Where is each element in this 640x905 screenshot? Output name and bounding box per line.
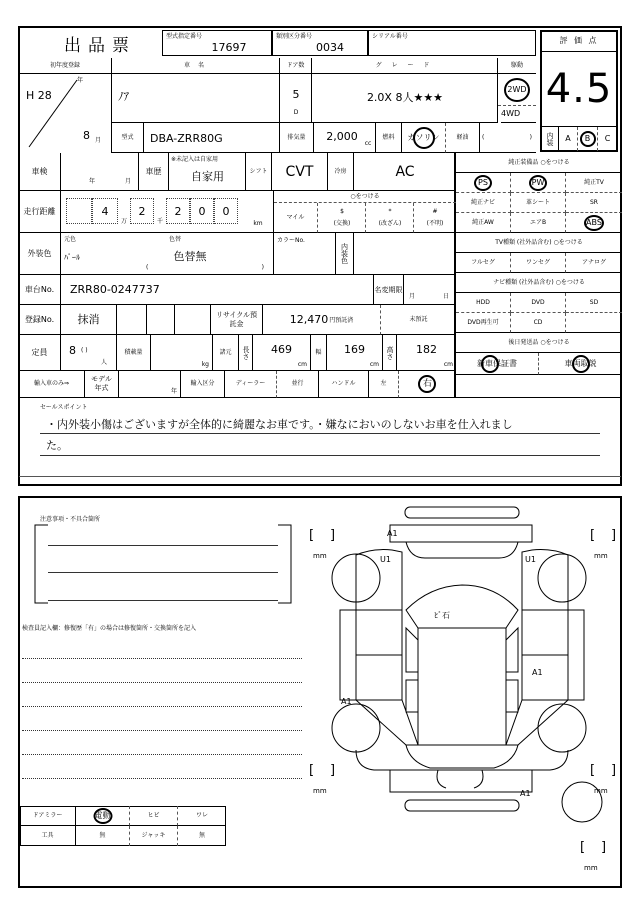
ac-value[interactable]: AC xyxy=(354,153,456,191)
model-year-label xyxy=(85,371,119,398)
serial-label: シリアル番号 xyxy=(372,33,408,40)
inspector-label: 検査員記入欄：修復歴「有」の場合は修復箇所・交換箇所を記入 xyxy=(22,625,197,632)
grade-label: グ レ ー ド xyxy=(312,58,498,74)
first-reg-month[interactable]: 8 xyxy=(83,128,90,142)
equipment-abs-text: ABS xyxy=(586,217,602,227)
nav-dvd[interactable]: DVD xyxy=(511,293,566,313)
ship-empty-row xyxy=(456,375,622,398)
selection-circle xyxy=(413,127,435,149)
sales-point-line-3[interactable] xyxy=(40,456,600,476)
selection-circle xyxy=(572,355,590,373)
vehicle-name-value[interactable]: ﾉｱ xyxy=(118,89,129,103)
kata-label: 型式指定番号 xyxy=(166,33,203,40)
interior-grade-c[interactable]: C xyxy=(604,134,611,143)
mileage-option-tampered-sub: (改ざん) xyxy=(378,220,402,227)
displacement-unit: cc xyxy=(364,140,372,147)
interior-grade-label-text: 内装 xyxy=(546,132,554,146)
selection-circle xyxy=(474,175,492,191)
color-no-value[interactable] xyxy=(277,252,333,266)
base-color-value[interactable]: ﾊﾟｰﾙ xyxy=(64,253,80,262)
model-year-unit: 年 xyxy=(170,388,177,395)
mileage-option-exchange-name: $ xyxy=(340,208,344,215)
interior-grade-b-text: B xyxy=(584,134,591,143)
caution-bracket xyxy=(32,522,294,606)
capacity-value: 8 xyxy=(69,344,76,357)
width-value-box[interactable] xyxy=(327,335,383,371)
accessory-value-jack[interactable]: 無 xyxy=(198,832,205,839)
capacity-unit: 人 xyxy=(101,359,108,366)
damage-marker-1: U1 xyxy=(380,555,391,564)
score-value: 4.5 xyxy=(545,66,613,112)
interior-grade-a[interactable]: A xyxy=(559,127,578,151)
accessory-value-door-mirror[interactable] xyxy=(76,806,130,826)
tv-type-header: TV種類 (社外品含む) ○をつける xyxy=(456,233,622,253)
accessory-value-ware[interactable]: ワレ xyxy=(178,806,226,826)
nav-empty[interactable] xyxy=(566,313,622,333)
selection-circle xyxy=(584,215,604,231)
shift-label: シフト xyxy=(246,153,272,191)
inspector-line-6[interactable] xyxy=(22,778,302,779)
mileage-km-unit: km xyxy=(253,220,263,227)
accessory-label-tools: 工具 xyxy=(20,826,76,846)
serial-value[interactable] xyxy=(374,41,532,53)
handle-right[interactable] xyxy=(399,371,456,398)
shaken-year-value[interactable] xyxy=(62,158,86,174)
length-unit: cm xyxy=(297,361,307,368)
caution-line-2[interactable] xyxy=(48,572,278,573)
length-label-text: 長さ xyxy=(242,345,250,360)
nav-hdd[interactable]: HDD xyxy=(456,293,511,313)
handle-label: ハンドル xyxy=(319,371,369,398)
history-label: 車歴 xyxy=(139,153,169,191)
recycle-amount-unit: 円預託済 xyxy=(329,317,354,324)
selection-circle xyxy=(418,375,436,393)
equipment-ps-text: PS xyxy=(478,177,488,187)
tire-bracket-rear-left-open: [ xyxy=(309,763,315,778)
chassis-value[interactable]: ZRR80-0247737 xyxy=(70,282,160,296)
load-value-box[interactable] xyxy=(151,335,213,371)
model-year-box[interactable] xyxy=(119,371,181,398)
first-reg-year-unit: 年 xyxy=(76,77,83,84)
sales-point-line-1[interactable] xyxy=(40,414,600,434)
color-paren-open: ( xyxy=(146,264,149,271)
shaken-label: 車検 xyxy=(19,153,61,191)
page-title: 出品票 xyxy=(64,35,136,56)
mileage-option-mile[interactable]: マイル xyxy=(274,203,318,233)
inspector-line-5[interactable] xyxy=(22,754,302,755)
shaken-month-value[interactable] xyxy=(98,158,122,174)
recycle-label-text: リサイクル預託金 xyxy=(215,310,258,328)
interior-color-value[interactable] xyxy=(354,233,456,275)
import-division-label: 輸入区分 xyxy=(181,371,225,398)
mileage-option-exchange[interactable] xyxy=(318,203,366,233)
mileage-option-exchange-sub: (交換) xyxy=(333,220,351,227)
history-value[interactable]: 自家用 xyxy=(191,169,224,183)
color-paren-close: ) xyxy=(261,264,264,271)
load-label: 積載量 xyxy=(117,335,151,371)
capacity-value-box[interactable] xyxy=(61,335,117,371)
tire-unit-spare: mm xyxy=(584,864,598,872)
sales-point-line-2[interactable] xyxy=(40,434,600,456)
interior-color-label-text: 内装色 xyxy=(340,243,349,264)
mileage-digit-0 xyxy=(66,198,92,224)
interior-grade-label xyxy=(541,127,559,151)
drive-2wd-text: 2WD xyxy=(507,84,527,94)
height-label xyxy=(383,335,397,371)
name-change-label-text: 名変期限 xyxy=(374,285,403,294)
tire-bracket-front-left-open: [ xyxy=(309,528,315,543)
vehicle-damage-diagram xyxy=(310,500,640,830)
color-change-label: 色替 xyxy=(168,236,181,243)
mileage-digit-5: 0 xyxy=(198,204,206,218)
selection-circle xyxy=(580,131,596,147)
first-reg-month-unit: 月 xyxy=(94,137,101,144)
mileage-label: 走行距離 xyxy=(19,191,61,233)
fuel-other-open: ( xyxy=(482,134,485,141)
tire-unit-front-right: mm xyxy=(594,552,608,560)
equipment-genuine-nav[interactable]: 純正ナビ xyxy=(456,193,511,213)
width-label: 幅 xyxy=(311,335,327,371)
model-value[interactable]: DBA-ZRR80G xyxy=(150,131,223,145)
history-note: ※未記入は自家用 xyxy=(171,156,219,163)
mileage-digit-4: 2 xyxy=(174,204,182,218)
registration-extra-1[interactable] xyxy=(117,305,147,335)
registration-value[interactable]: 抹消 xyxy=(61,305,117,335)
nav-dvd-playable[interactable]: DVD再生可 xyxy=(456,313,511,333)
recycle-label xyxy=(211,305,263,335)
selection-circle xyxy=(481,355,499,373)
shift-value[interactable]: CVT xyxy=(272,153,328,191)
grade-value[interactable]: 2.0X 8人★★★ xyxy=(366,90,444,104)
damage-center-label: ﾋﾞ石 xyxy=(434,611,450,620)
tv-fullseg[interactable]: フルセグ xyxy=(456,253,511,273)
ac-label: 冷房 xyxy=(328,153,354,191)
accessory-value-door-mirror-text: 電動 xyxy=(94,810,111,820)
length-value: 469 xyxy=(271,343,292,356)
model-label: 型式 xyxy=(112,123,144,153)
sales-point-line-1-text: ・内外装小傷はございますが全体的に綺麗なお車です。・嫌なにおいのしないお車を仕入れまし xyxy=(46,418,513,431)
tire-bracket-front-left-close: ] xyxy=(330,528,336,543)
accessory-value-tools[interactable]: 無 xyxy=(76,826,130,846)
mileage-circle-note: ○をつける xyxy=(274,191,456,203)
import-division-parallel[interactable]: 並行 xyxy=(277,371,319,398)
tire-bracket-rear-left-close: ] xyxy=(330,763,336,778)
fuel-option-diesel[interactable]: 軽油 xyxy=(446,123,480,153)
doors-label: ドア数 xyxy=(280,58,312,74)
name-change-month-unit: 月 xyxy=(408,293,415,300)
inspector-line-4[interactable] xyxy=(22,730,302,731)
accessory-label-hibi: ヒビ xyxy=(130,806,178,826)
ship-owners-manual[interactable] xyxy=(539,353,622,375)
equipment-pw-text: PW xyxy=(531,177,545,187)
drive-label: 駆動 xyxy=(498,58,536,74)
height-value: 182 xyxy=(416,343,437,356)
selection-circle xyxy=(504,78,530,102)
fuel-other-close: ) xyxy=(529,134,532,141)
damage-marker-2: U1 xyxy=(525,555,536,564)
doors-unit: D xyxy=(293,109,299,116)
height-value-box[interactable] xyxy=(397,335,456,371)
exterior-color-label: 外装色 xyxy=(19,233,61,275)
caution-line-3[interactable] xyxy=(48,600,278,601)
fuel-gasoline-text: ガソリン xyxy=(407,132,440,142)
score-label: 評 価 点 xyxy=(540,30,618,52)
mileage-option-unknown-name: # xyxy=(432,208,438,215)
mileage-man-unit: 万 xyxy=(120,218,127,225)
height-label-text: 高さ xyxy=(386,345,394,360)
tire-bracket-spare-open: [ xyxy=(580,840,586,855)
fuel-option-gasoline[interactable] xyxy=(402,123,446,153)
damage-marker-5: A1 xyxy=(520,789,531,798)
spec-label: 諸元 xyxy=(213,335,239,371)
width-value: 169 xyxy=(344,343,365,356)
displacement-value[interactable]: 2,000 xyxy=(326,129,358,143)
genuine-equipment-header: 純正装備品 ○をつける xyxy=(456,153,622,173)
equipment-genuine-tv[interactable]: 純正TV xyxy=(566,173,622,193)
chassis-label: 車台No. xyxy=(19,275,61,305)
model-year-label-text: モデル年式 xyxy=(91,375,112,392)
kata-value[interactable]: 17697 xyxy=(211,40,247,54)
length-value-box[interactable] xyxy=(253,335,311,371)
base-color-label: 元色 xyxy=(64,236,77,243)
mileage-digit-6: 0 xyxy=(222,204,230,218)
mileage-option-tampered[interactable] xyxy=(366,203,414,233)
import-division-dealer[interactable]: ディーラー xyxy=(225,371,277,398)
equipment-sr[interactable]: SR xyxy=(566,193,622,213)
name-change-day-unit: 日 xyxy=(442,293,449,300)
tire-unit-rear-left: mm xyxy=(313,787,327,795)
mileage-digit-2: 2 xyxy=(138,204,146,218)
nav-cd[interactable]: CD xyxy=(511,313,566,333)
tv-analog[interactable]: アナログ xyxy=(566,253,622,273)
ruibetsu-label: 類別区分番号 xyxy=(276,33,313,40)
mileage-sen-unit: 千 xyxy=(156,218,163,225)
sales-point-line-4[interactable] xyxy=(19,476,621,486)
color-no-label: カラーNo. xyxy=(277,237,305,244)
name-change-label xyxy=(374,275,404,305)
tire-bracket-rear-right-close: ] xyxy=(611,763,617,778)
color-change-value[interactable]: 色替無 xyxy=(173,249,207,263)
selection-circle xyxy=(529,175,547,191)
selection-circle xyxy=(93,808,112,824)
tire-unit-rear-right: mm xyxy=(594,787,608,795)
ship-later-header: 後日発送品 ○をつける xyxy=(456,333,622,353)
registration-label: 登録No. xyxy=(19,305,61,335)
displacement-label: 排気量 xyxy=(280,123,314,153)
accessory-label-door-mirror: ドアミラー xyxy=(20,806,76,826)
mileage-option-unknown[interactable] xyxy=(414,203,456,233)
equipment-leather-seat[interactable]: 革シート xyxy=(511,193,566,213)
damage-marker-4: A1 xyxy=(341,697,352,706)
handle-right-text: 右 xyxy=(422,378,432,389)
equipment-ps[interactable] xyxy=(456,173,511,193)
ship-owners-manual-text: 車両取説 xyxy=(564,358,597,368)
width-unit: cm xyxy=(369,361,379,368)
equipment-airbag[interactable]: エアB xyxy=(511,213,566,233)
interior-grade-b[interactable] xyxy=(578,127,598,151)
registration-extra-2[interactable] xyxy=(147,305,175,335)
tv-oneseg[interactable]: ワンセグ xyxy=(511,253,566,273)
ruibetsu-value[interactable]: 0034 xyxy=(316,40,344,54)
sales-point-line-2-text: た。 xyxy=(46,439,68,452)
damage-marker-0: A1 xyxy=(387,529,398,538)
handle-left[interactable]: 左 xyxy=(369,371,399,398)
interior-color-label xyxy=(336,233,354,275)
import-label: 輸入車のみ⇒ xyxy=(19,371,85,398)
nav-sd[interactable]: SD xyxy=(566,293,622,313)
capacity-label: 定員 xyxy=(19,335,61,371)
vehicle-name-label: 車 名 xyxy=(112,58,280,74)
tire-unit-front-left: mm xyxy=(313,552,327,560)
ship-warranty-book[interactable] xyxy=(456,353,539,375)
first-reg-year[interactable]: H 28 xyxy=(26,88,52,102)
drive-option-2wd[interactable] xyxy=(498,74,536,106)
recycle-amount[interactable] xyxy=(263,305,381,335)
doors-value[interactable]: 5 xyxy=(292,87,300,101)
height-unit: cm xyxy=(443,361,453,368)
inspector-line-2[interactable] xyxy=(22,682,302,683)
nav-type-header: ナビ種類 (社外品含む) ○をつける xyxy=(456,273,622,293)
equipment-pw[interactable] xyxy=(511,173,566,193)
equipment-abs[interactable] xyxy=(566,213,622,233)
tire-bracket-front-right-close: ] xyxy=(611,528,617,543)
inspector-line-1[interactable] xyxy=(22,658,302,659)
mileage-option-unknown-sub: (不明) xyxy=(426,220,444,227)
drive-option-4wd[interactable]: 4WD xyxy=(501,106,536,123)
mileage-option-tampered-name: * xyxy=(388,208,392,215)
tire-bracket-front-right-open: [ xyxy=(590,528,596,543)
caution-label: 注意事項・不具合箇所 xyxy=(40,516,101,523)
shaken-year-unit: 年 xyxy=(88,178,95,185)
equipment-genuine-aw[interactable]: 純正AW xyxy=(456,213,511,233)
capacity-paren: ( ) xyxy=(81,347,88,354)
damage-marker-3: A1 xyxy=(532,668,543,677)
mileage-digit-1: 4 xyxy=(101,204,109,218)
shaken-month-unit: 月 xyxy=(124,178,131,185)
registration-extra-3[interactable] xyxy=(175,305,211,335)
first-reg-label: 初年度登録 xyxy=(19,58,112,74)
recycle-amount-value: 12,470 xyxy=(289,313,329,326)
ship-warranty-book-text: 新車保証書 xyxy=(477,358,517,368)
fuel-label: 燃料 xyxy=(376,123,402,153)
tire-bracket-rear-right-open: [ xyxy=(590,763,596,778)
tire-bracket-spare-close: ] xyxy=(601,840,607,855)
caution-line-1[interactable] xyxy=(48,545,278,546)
length-label xyxy=(239,335,253,371)
accessory-label-jack: ジャッキ xyxy=(130,826,178,846)
inspector-line-3[interactable] xyxy=(22,706,302,707)
sales-point-label: セールスポイント xyxy=(40,404,88,411)
load-unit: kg xyxy=(201,361,209,368)
recycle-unpaid[interactable]: 未預託 xyxy=(381,305,456,335)
